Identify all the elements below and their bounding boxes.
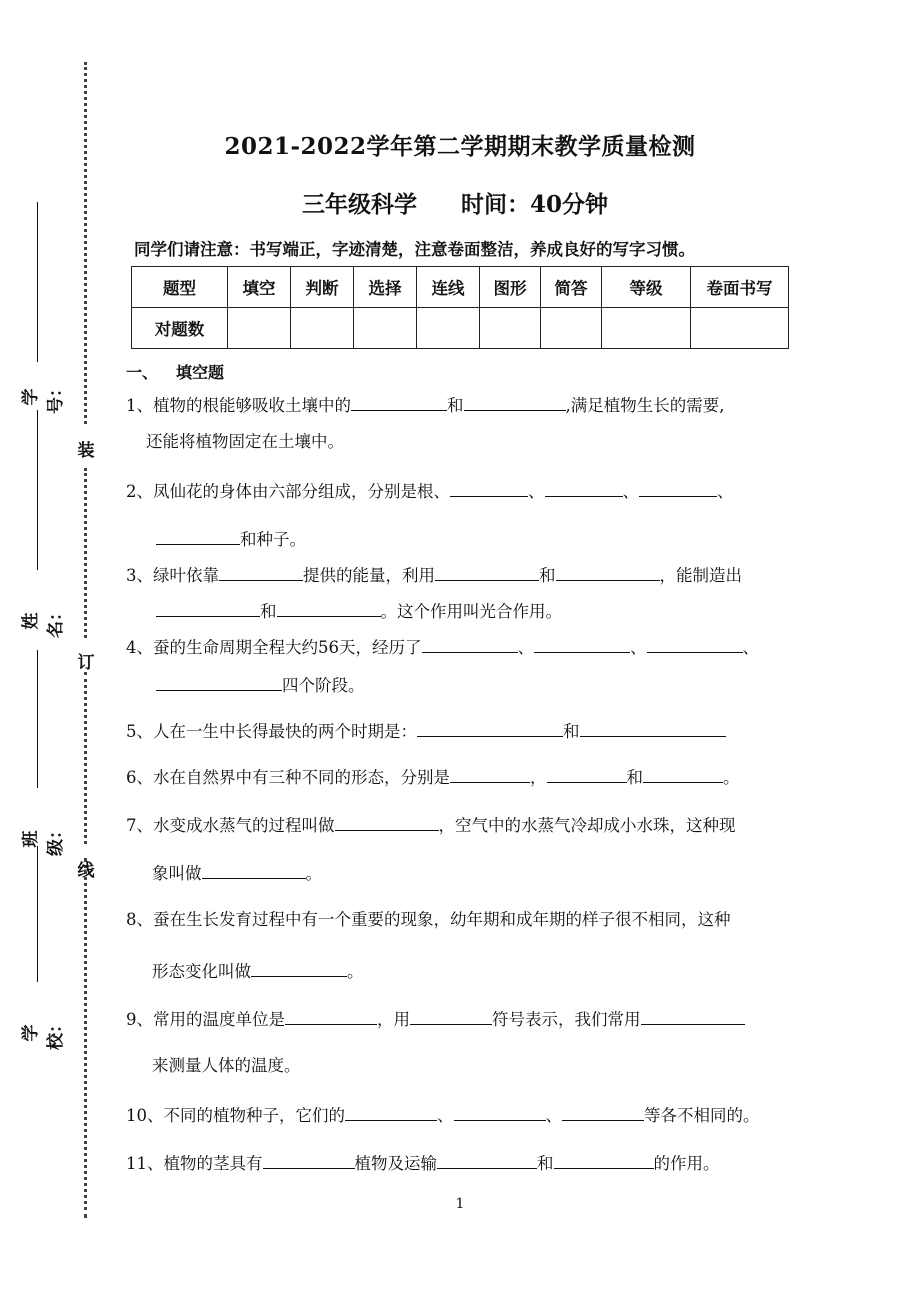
score-table-header: 简答 <box>541 267 602 308</box>
answer-blank[interactable] <box>464 394 566 411</box>
question-4-line <box>126 636 759 658</box>
question-3-line <box>156 600 562 622</box>
answer-blank[interactable] <box>410 1008 492 1025</box>
answer-blank[interactable] <box>554 1152 654 1169</box>
question-text: 和种子。 <box>240 530 306 549</box>
question-text: 。 <box>305 864 322 883</box>
time-limit: 时间：40分钟 <box>461 191 609 218</box>
answer-blank[interactable] <box>263 1152 355 1169</box>
question-text: 6、水在自然界中有三种不同的形态，分别是 <box>126 768 450 787</box>
score-cell[interactable] <box>480 308 541 349</box>
question-text: 、 <box>742 638 759 657</box>
question-9-line <box>126 1008 745 1030</box>
answer-blank[interactable] <box>285 1008 377 1025</box>
question-text: 和 <box>626 768 643 787</box>
answer-blank[interactable] <box>422 636 518 653</box>
answer-blank[interactable] <box>580 720 726 737</box>
school-line[interactable] <box>37 846 38 982</box>
subject-label: 三年级科学 <box>302 191 417 218</box>
question-text: 、 <box>517 638 534 657</box>
answer-blank[interactable] <box>251 960 347 977</box>
score-table-header: 卷面书写 <box>691 267 789 308</box>
question-text: ，空气中的水蒸气冷却成小水珠，这种现 <box>438 816 736 835</box>
question-text: 。 <box>347 962 364 981</box>
answer-blank[interactable] <box>450 480 528 497</box>
answer-blank[interactable] <box>202 862 306 879</box>
score-table-header: 选择 <box>354 267 417 308</box>
answer-blank[interactable] <box>641 1008 745 1025</box>
binding-dotted-line <box>84 672 87 844</box>
question-text: ，用 <box>377 1010 410 1029</box>
answer-blank[interactable] <box>435 564 539 581</box>
section-number: 一、 <box>126 363 159 382</box>
score-table-header: 连线 <box>417 267 480 308</box>
question-3-line <box>126 564 742 586</box>
question-text: 11、植物的茎具有 <box>126 1154 263 1173</box>
question-text: 和 <box>539 566 556 585</box>
question-9-line <box>152 1056 301 1076</box>
question-7-line <box>152 862 322 884</box>
notice-text: 同学们请注意：书写端正，字迹清楚，注意卷面整洁，养成良好的写字习惯。 <box>134 240 695 259</box>
binding-dotted-line <box>84 858 87 1218</box>
binding-dotted-line <box>84 62 87 424</box>
score-table-header: 填空 <box>228 267 291 308</box>
score-table-header: 题型 <box>132 267 228 308</box>
question-text: 5、人在一生中长得最快的两个时期是： <box>126 722 417 741</box>
answer-blank[interactable] <box>156 600 260 617</box>
question-text: 植物及运输 <box>354 1154 437 1173</box>
answer-blank[interactable] <box>454 1104 546 1121</box>
question-text: 、 <box>437 1106 454 1125</box>
question-text: 、 <box>630 638 647 657</box>
question-text: 和 <box>447 396 464 415</box>
question-text: 。 <box>723 768 740 787</box>
answer-blank[interactable] <box>345 1104 437 1121</box>
question-text: 。这个作用叫光合作用。 <box>380 602 562 621</box>
answer-blank[interactable] <box>639 480 717 497</box>
answer-blank[interactable] <box>417 720 563 737</box>
question-5-line <box>126 720 726 742</box>
question-text: 4、蚕的生命周期全程大约56天，经历了 <box>126 638 422 657</box>
question-1-line <box>126 394 725 416</box>
question-text: 、 <box>622 482 639 501</box>
question-text: 3、绿叶依靠 <box>126 566 219 585</box>
answer-blank[interactable] <box>335 814 439 831</box>
question-2-line <box>126 480 734 502</box>
section-title: 填空题 <box>176 363 225 382</box>
answer-blank[interactable] <box>450 766 530 783</box>
score-cell[interactable] <box>602 308 691 349</box>
school-label: 学校： <box>21 1016 66 1050</box>
question-text: 、 <box>717 482 734 501</box>
answer-blank[interactable] <box>534 636 630 653</box>
exam-subtitle <box>302 186 608 219</box>
question-11-line <box>126 1152 720 1174</box>
question-text: 四个阶段。 <box>282 676 365 695</box>
answer-blank[interactable] <box>643 766 723 783</box>
question-text: 9、常用的温度单位是 <box>126 1010 285 1029</box>
score-table-header-row <box>132 267 789 308</box>
question-text: 、 <box>528 482 545 501</box>
question-text: 还能将植物固定在土壤中。 <box>146 432 344 451</box>
binding-mark-zhuang: 装 <box>77 441 95 461</box>
score-cell[interactable] <box>354 308 417 349</box>
answer-blank[interactable] <box>156 674 282 691</box>
question-4-line <box>156 674 365 696</box>
question-8-line <box>152 960 364 982</box>
question-text: 8、蚕在生长发育过程中有一个重要的现象，幼年期和成年期的样子很不相同，这种 <box>126 910 731 929</box>
question-text: 和 <box>260 602 277 621</box>
answer-blank[interactable] <box>545 480 623 497</box>
score-row-label: 对题数 <box>132 308 228 349</box>
binding-dotted-line <box>84 468 87 638</box>
answer-blank[interactable] <box>219 564 303 581</box>
question-text: ,满足植物生长的需要, <box>565 396 725 415</box>
answer-blank[interactable] <box>556 564 660 581</box>
binding-mark-xian: 线 <box>77 861 95 881</box>
question-text: 10、不同的植物种子，它们的 <box>126 1106 345 1125</box>
name-label: 姓名： <box>21 604 66 638</box>
question-2-line <box>156 528 306 550</box>
student-id-label: 学号： <box>21 380 66 414</box>
question-text: ，能制造出 <box>659 566 742 585</box>
score-table-header: 判断 <box>291 267 354 308</box>
class-line[interactable] <box>37 650 38 788</box>
binding-mark-ding: 订 <box>77 653 95 673</box>
answer-blank[interactable] <box>647 636 743 653</box>
question-8-line <box>126 910 731 930</box>
exam-title: 2021-2022学年第二学期期末教学质量检测 <box>224 133 696 160</box>
question-text: 形态变化叫做 <box>152 962 251 981</box>
question-text: 等各不相同的。 <box>644 1106 760 1125</box>
question-text: 2、凤仙花的身体由六部分组成，分别是根、 <box>126 482 450 501</box>
score-cell[interactable] <box>291 308 354 349</box>
question-text: 提供的能量，利用 <box>303 566 435 585</box>
question-7-line <box>126 814 736 836</box>
score-table-header: 图形 <box>480 267 541 308</box>
answer-blank[interactable] <box>547 766 627 783</box>
question-text: 的作用。 <box>653 1154 720 1173</box>
score-table <box>131 266 789 349</box>
question-6-line <box>126 766 740 788</box>
question-text: 符号表示，我们常用 <box>492 1010 641 1029</box>
question-10-line <box>126 1104 760 1126</box>
question-text: 7、水变成水蒸气的过程叫做 <box>126 816 335 835</box>
name-line[interactable] <box>37 410 38 570</box>
score-table-header: 等级 <box>602 267 691 308</box>
question-text: ， <box>530 768 547 787</box>
question-text: 、 <box>545 1106 562 1125</box>
score-cell[interactable] <box>541 308 602 349</box>
question-text: 1、植物的根能够吸收土壤中的 <box>126 396 351 415</box>
answer-blank[interactable] <box>437 1152 537 1169</box>
question-text: 和 <box>537 1154 554 1173</box>
question-text: 象叫做 <box>152 864 202 883</box>
question-1-line <box>146 432 344 452</box>
answer-blank[interactable] <box>277 600 381 617</box>
answer-blank[interactable] <box>156 528 240 545</box>
page-number: 1 <box>455 1196 465 1212</box>
question-text: 来测量人体的温度。 <box>152 1056 301 1075</box>
score-cell[interactable] <box>691 308 789 349</box>
score-table-row <box>132 308 789 349</box>
class-label: 班级： <box>21 822 66 856</box>
answer-blank[interactable] <box>562 1104 644 1121</box>
question-text: 和 <box>563 722 580 741</box>
score-cell[interactable] <box>417 308 480 349</box>
score-cell[interactable] <box>228 308 291 349</box>
answer-blank[interactable] <box>351 394 447 411</box>
section-heading <box>126 360 224 383</box>
student-id-line[interactable] <box>37 202 38 362</box>
